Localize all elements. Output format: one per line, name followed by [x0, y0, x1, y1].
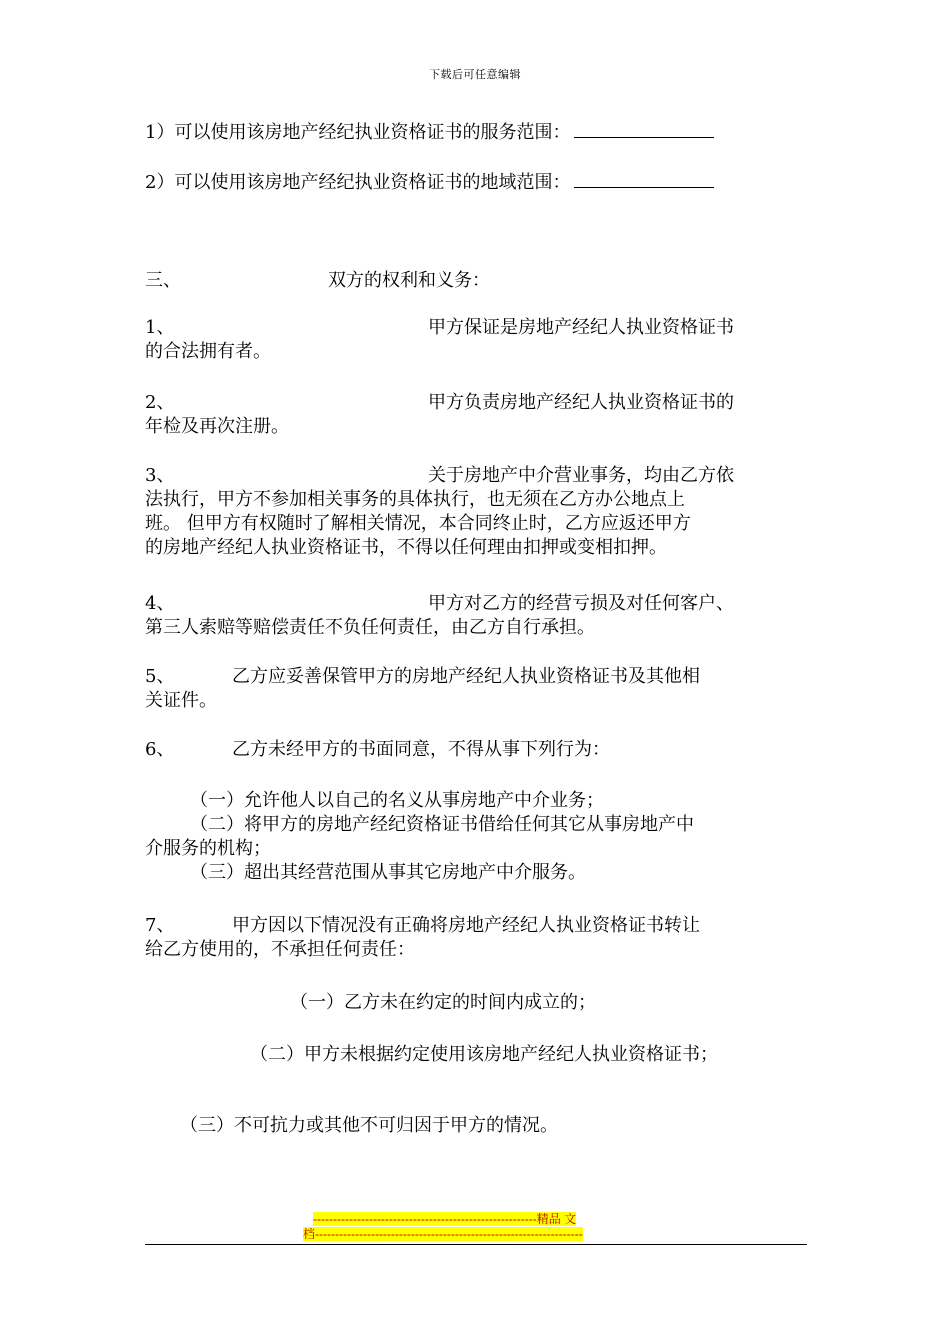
clause-2-number: 2、	[145, 392, 175, 413]
clause-7	[145, 914, 807, 962]
region-scope-blank[interactable]	[574, 171, 714, 188]
clause-7-sub-1: （一）乙方未在约定的时间内成立的；	[290, 992, 596, 1013]
clause-6-number: 6、	[145, 739, 175, 760]
clause-4-number: 4、	[145, 593, 175, 614]
clause-3-line-b: 法执行，甲方不参加相关事务的具体执行，也无须在乙方办公地点上	[145, 489, 685, 510]
service-scope-blank[interactable]	[574, 121, 714, 138]
clause-1-number: 1、	[145, 317, 175, 338]
clause-5-line-b: 关证件。	[145, 690, 217, 711]
clause-7-line-a: 甲方因以下情况没有正确将房地产经纪人执业资格证书转让	[232, 915, 700, 936]
clause-4	[145, 592, 807, 640]
service-scope-line	[145, 118, 714, 144]
clause-7-sub-2: （二）甲方未根据约定使用该房地产经纪人执业资格证书；	[250, 1044, 718, 1065]
clause-1-line-a: 甲方保证是房地产经纪人执业资格证书	[428, 317, 734, 338]
section-number: 三、	[145, 270, 181, 291]
clause-2	[145, 391, 807, 439]
footer-watermark-line-2: 档-------------------------------------------------------------------	[303, 1227, 583, 1241]
clause-5	[145, 665, 807, 713]
header-note: 下载后可任意编辑	[429, 68, 521, 81]
region-scope-label: 2）可以使用该房地产经纪执业资格证书的地域范围：	[145, 172, 571, 193]
clause-3-line-c: 班。 但甲方有权随时了解相关情况，本合同终止时，乙方应返还甲方	[145, 513, 691, 534]
clause-6-sub-1: （一）允许他人以自己的名义从事房地产中介业务；	[190, 790, 604, 811]
clause-1-line-b: 的合法拥有者。	[145, 341, 271, 362]
clause-2-line-b: 年检及再次注册。	[145, 416, 289, 437]
clause-6-sub-2a: （二）将甲方的房地产经纪资格证书借给任何其它从事房地产中	[190, 814, 694, 835]
clause-3-line-a: 关于房地产中介营业事务，均由乙方依	[428, 465, 734, 486]
clause-6	[145, 738, 807, 762]
clause-3-line-d: 的房地产经纪人执业资格证书，不得以任何理由扣押或变相扣押。	[145, 537, 667, 558]
clause-7-line-b: 给乙方使用的，不承担任何责任：	[145, 939, 415, 960]
footer-rule	[145, 1244, 807, 1245]
clause-6-sub-2b: 介服务的机构；	[145, 838, 271, 859]
clause-6-subitems	[145, 789, 807, 885]
clause-7-number: 7、	[145, 915, 175, 936]
clause-1	[145, 316, 807, 364]
clause-4-line-a: 甲方对乙方的经营亏损及对任何客户、	[428, 593, 734, 614]
service-scope-label: 1）可以使用该房地产经纪执业资格证书的服务范围：	[145, 122, 571, 143]
clause-6-line-a: 乙方未经甲方的书面同意，不得从事下列行为：	[232, 739, 610, 760]
section-heading	[145, 266, 490, 292]
clause-5-line-a: 乙方应妥善保管甲方的房地产经纪人执业资格证书及其他相	[232, 666, 700, 687]
clause-5-number: 5、	[145, 666, 175, 687]
clause-7-sub-3: （三）不可抗力或其他不可归因于甲方的情况。	[180, 1115, 558, 1136]
clause-4-line-b: 第三人索赔等赔偿责任不负任何责任，由乙方自行承担。	[145, 617, 595, 638]
clause-3	[145, 464, 807, 560]
clause-2-line-a: 甲方负责房地产经纪人执业资格证书的	[428, 392, 734, 413]
clause-3-number: 3、	[145, 465, 175, 486]
region-scope-line	[145, 168, 714, 194]
section-title: 双方的权利和义务：	[328, 270, 490, 291]
footer-watermark-line-1: --------------------------------------------------------精品 文	[313, 1212, 577, 1226]
clause-6-sub-3: （三）超出其经营范围从事其它房地产中介服务。	[190, 862, 586, 883]
